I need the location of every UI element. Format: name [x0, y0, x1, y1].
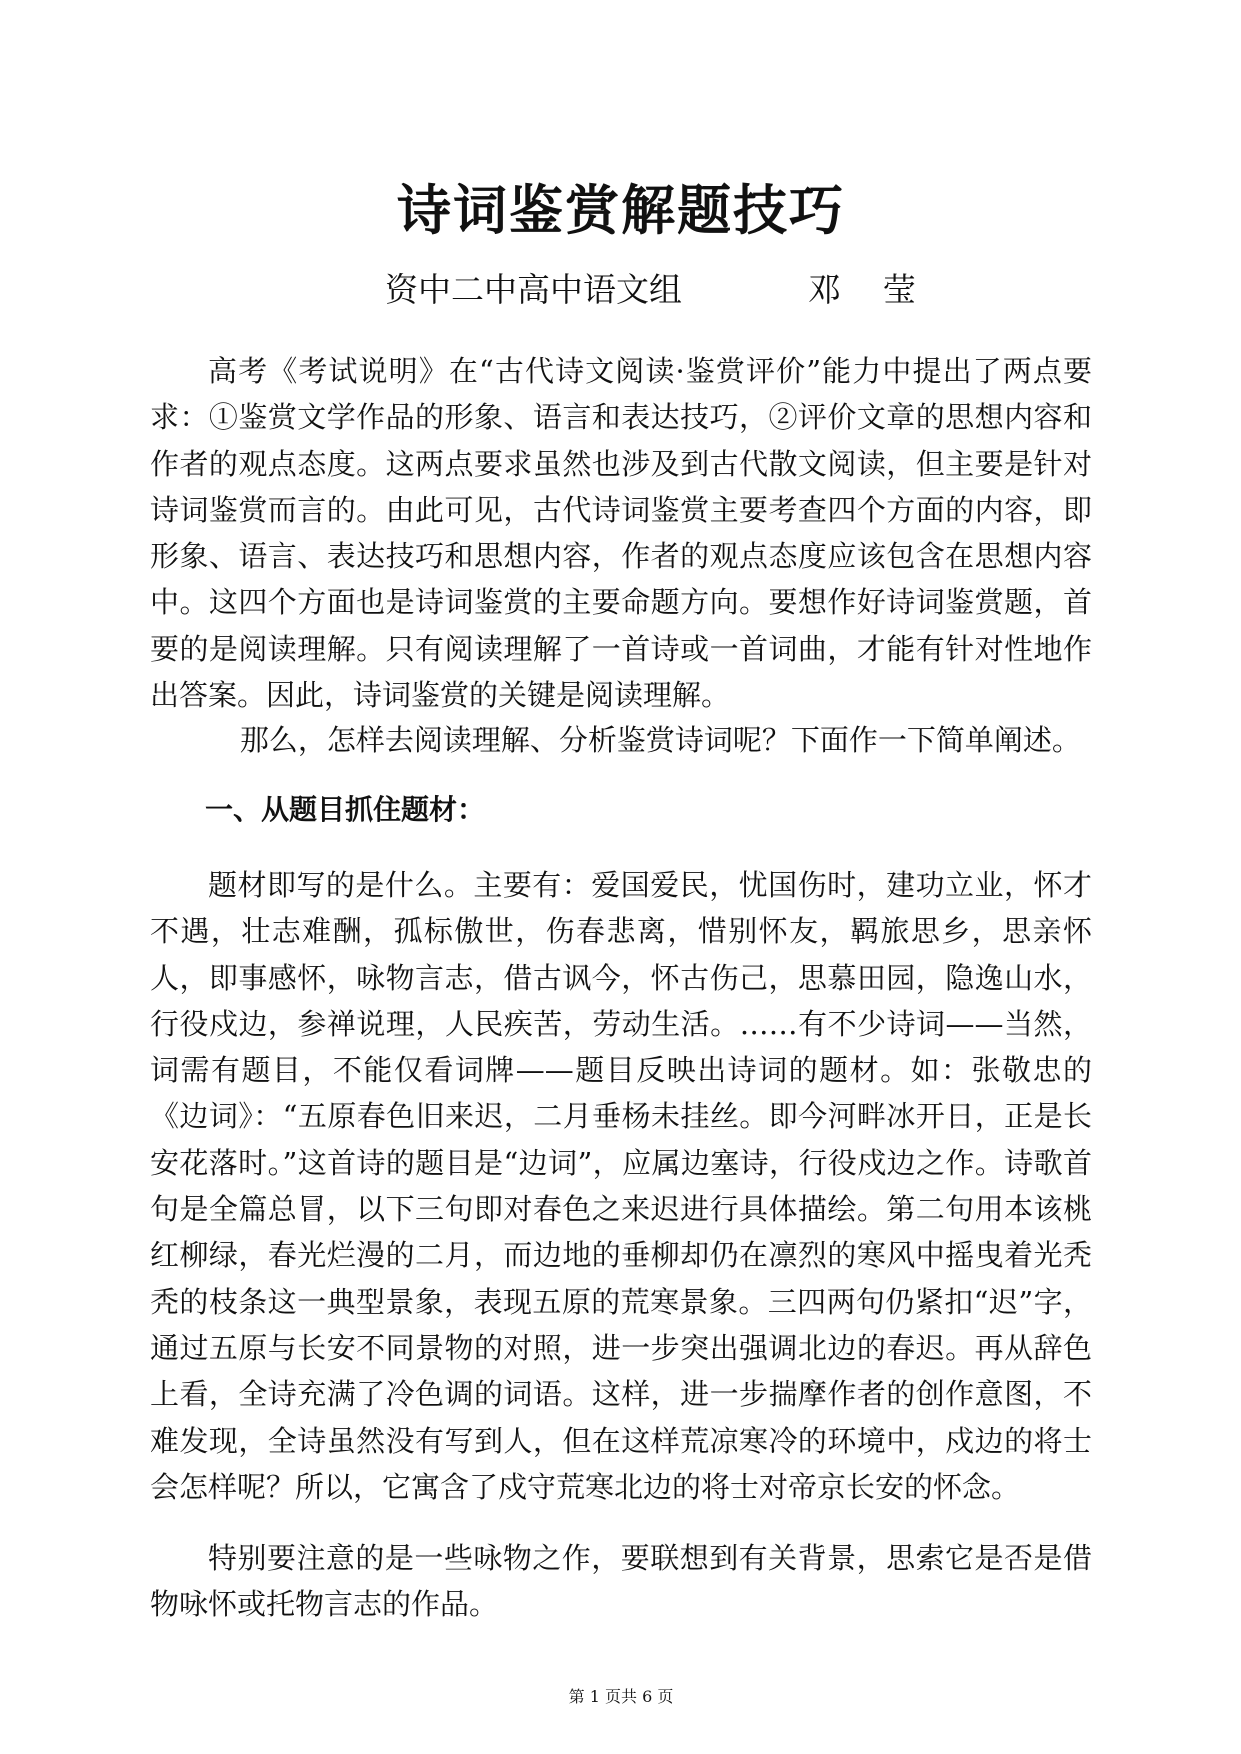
page-footer: 第 1 页共 6 页 — [568, 1687, 674, 1706]
section-heading: 一、从题目抓住题材： — [205, 793, 486, 826]
body-paragraph: 题材即写的是什么。主要有：爱国爱民，忧国伤时，建功立业，怀才不遇，壮志难酬，孤标傲世，伤春悲离，惜别怀友，羁旅思乡，思亲怀人，即事感怀，咏物言志，借古讽今，怀古伤己，思慕田园，隐逸山水，行役戍边，参禅说理，人民疾苦，劳动生活。……有不少诗词——当然，词需有题目，不能仅看词牌——题目反映出诗词的题材。如：张敬忠的《边词》：“五原春色旧来迟，二月垂杨未挂丝。即今河畔冰开日，正是长安花落时。”这首诗的题目是“边词”，应属边塞诗，行役戍边之作。诗歌首句是全篇总冒，以下三句即对春色之来迟进行具体描绘。第二句用本该桃红柳绿，春光烂漫的二月，而边地的垂柳却仍在凛烈的寒风中摇曳着光秃秃的枝条这一典型景象，表现五原的荒寒景象。三四两句仍紧扣“迟”字，通过五原与长安不同景物的对照，进一步突出强调北边的春迟。再从辞色上看，全诗充满了冷色调的词语。这样，进一步揣摩作者的创作意图，不难发现，全诗虽然没有写到人，但在这样荒凉寒冷的环境中，戍边的将士会怎样呢？所以，它寓含了戍守荒寒北边的将士对帝京长安的怀念。 — [150, 868, 1092, 1504]
document-page — [150, 0, 1092, 1754]
transition-paragraph: 那么，怎样去阅读理解、分析鉴赏诗词呢？下面作一下简单阐述。 — [239, 723, 1081, 757]
intro-paragraph: 高考《考试说明》在“古代诗文阅读·鉴赏评价”能力中提出了两点要求：①鉴赏文学作品的形象、语言和表达技巧，②评价文章的思想内容和作者的观点态度。这两点要求虽然也涉及到古代散文阅读，但主要是针对诗词鉴赏而言的。由此可见，古代诗词鉴赏主要考查四个方面的内容，即形象、语言、表达技巧和思想内容，作者的观点态度应该包含在思想内容中。这四个方面也是诗词鉴赏的主要命题方向。要想作好诗词鉴赏题，首要的是阅读理解。只有阅读理解了一首诗或一首词曲，才能有针对性地作出答案。因此，诗词鉴赏的关键是阅读理解。 — [150, 354, 1092, 713]
note-paragraph: 特别要注意的是一些咏物之作，要联想到有关背景，思索它是否是借物咏怀或托物言志的作品。 — [150, 1541, 1092, 1622]
author-line: 资中二中高中语文组 邓 莹 — [385, 270, 916, 309]
document-title: 诗词鉴赏解题技巧 — [397, 178, 845, 242]
